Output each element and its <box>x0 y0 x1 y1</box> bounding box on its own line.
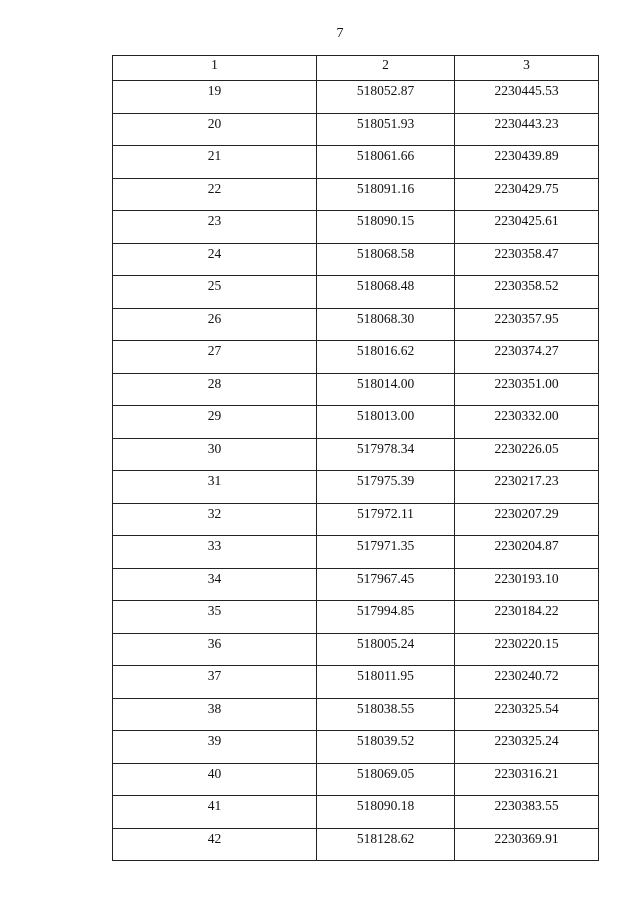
table-cell-col-1: 23 <box>113 211 317 244</box>
table-cell-col-3: 2230193.10 <box>455 568 599 601</box>
table-cell-col-3: 2230383.55 <box>455 796 599 829</box>
table-row <box>113 81 599 114</box>
table-cell-col-3: 2230425.61 <box>455 211 599 244</box>
table-cell-col-1: 32 <box>113 503 317 536</box>
table-cell-col-1: 41 <box>113 796 317 829</box>
table-cell-col-3: 2230316.21 <box>455 763 599 796</box>
table-row <box>113 633 599 666</box>
table-cell-col-1: 27 <box>113 341 317 374</box>
table-cell-col-1: 33 <box>113 536 317 569</box>
table-cell-col-1: 39 <box>113 731 317 764</box>
table-row <box>113 373 599 406</box>
table-row <box>113 503 599 536</box>
table-cell-col-2: 517975.39 <box>317 471 455 504</box>
table-cell-col-1: 20 <box>113 113 317 146</box>
table-cell-col-1: 31 <box>113 471 317 504</box>
table-cell-col-3: 2230217.23 <box>455 471 599 504</box>
table-cell-col-2: 518068.48 <box>317 276 455 309</box>
page-number: 7 <box>336 26 344 41</box>
table-cell-col-2: 518016.62 <box>317 341 455 374</box>
table-row <box>113 731 599 764</box>
table-cell-col-3: 2230207.29 <box>455 503 599 536</box>
table-cell-col-3: 2230184.22 <box>455 601 599 634</box>
table-row <box>113 341 599 374</box>
table-cell-col-2: 518068.58 <box>317 243 455 276</box>
table-cell-col-1: 26 <box>113 308 317 341</box>
table-cell-col-1: 35 <box>113 601 317 634</box>
table-cell-col-3: 2230240.72 <box>455 666 599 699</box>
table-cell-col-2: 517971.35 <box>317 536 455 569</box>
table-cell-col-2: 518068.30 <box>317 308 455 341</box>
table-cell-col-3: 2230226.05 <box>455 438 599 471</box>
table-cell-col-1: 34 <box>113 568 317 601</box>
table-cell-col-3: 2230429.75 <box>455 178 599 211</box>
table-row <box>113 796 599 829</box>
table-cell-col-3: 2230325.54 <box>455 698 599 731</box>
table-row <box>113 471 599 504</box>
table-cell-col-3: 2230204.87 <box>455 536 599 569</box>
table-cell-col-3: 2230369.91 <box>455 828 599 861</box>
table-cell-col-1: 37 <box>113 666 317 699</box>
table-cell-col-1: 40 <box>113 763 317 796</box>
table-row <box>113 406 599 439</box>
table-row <box>113 276 599 309</box>
table-cell-col-2: 518039.52 <box>317 731 455 764</box>
table-cell-col-3: 2230351.00 <box>455 373 599 406</box>
table-cell-col-1: 42 <box>113 828 317 861</box>
table-row <box>113 536 599 569</box>
table-header-row <box>113 56 599 81</box>
table-cell-col-3: 2230443.23 <box>455 113 599 146</box>
table-row <box>113 763 599 796</box>
table-row <box>113 178 599 211</box>
table-cell-col-2: 517994.85 <box>317 601 455 634</box>
table-cell-col-2: 518090.15 <box>317 211 455 244</box>
table-cell-col-3: 2230439.89 <box>455 146 599 179</box>
table-cell-col-3: 2230332.00 <box>455 406 599 439</box>
table-cell-col-1: 21 <box>113 146 317 179</box>
table-row <box>113 601 599 634</box>
table-row <box>113 211 599 244</box>
table-cell-col-1: 22 <box>113 178 317 211</box>
table-row <box>113 113 599 146</box>
table-cell-col-2: 518005.24 <box>317 633 455 666</box>
table-cell-col-2: 518051.93 <box>317 113 455 146</box>
table-cell-col-3: 2230220.15 <box>455 633 599 666</box>
table-cell-col-1: 30 <box>113 438 317 471</box>
table-cell-col-1: 38 <box>113 698 317 731</box>
table-cell-col-2: 518013.00 <box>317 406 455 439</box>
table-cell-col-1: 29 <box>113 406 317 439</box>
table-cell-col-2: 518128.62 <box>317 828 455 861</box>
table-cell-col-2: 518011.95 <box>317 666 455 699</box>
table-cell-col-2: 518014.00 <box>317 373 455 406</box>
table-cell-col-1: 25 <box>113 276 317 309</box>
table-cell-col-3: 2230374.27 <box>455 341 599 374</box>
table-cell-col-2: 518090.18 <box>317 796 455 829</box>
table-cell-col-2: 518091.16 <box>317 178 455 211</box>
table-cell-col-3: 2230357.95 <box>455 308 599 341</box>
coordinates-table <box>112 55 599 861</box>
table-row <box>113 308 599 341</box>
table-cell-col-1: 24 <box>113 243 317 276</box>
table-cell-col-1: 28 <box>113 373 317 406</box>
table-cell-col-2: 518052.87 <box>317 81 455 114</box>
table-cell-col-3: 2230325.24 <box>455 731 599 764</box>
table-cell-col-2: 518061.66 <box>317 146 455 179</box>
table-cell-col-2: 518038.55 <box>317 698 455 731</box>
column-header-1: 1 <box>113 56 317 81</box>
table-cell-col-1: 36 <box>113 633 317 666</box>
table-cell-col-3: 2230358.52 <box>455 276 599 309</box>
table-cell-col-2: 517967.45 <box>317 568 455 601</box>
table-row <box>113 666 599 699</box>
table-cell-col-1: 19 <box>113 81 317 114</box>
table-cell-col-2: 518069.05 <box>317 763 455 796</box>
table-cell-col-2: 517972.11 <box>317 503 455 536</box>
column-header-2: 2 <box>317 56 455 81</box>
table-row <box>113 828 599 861</box>
table-cell-col-2: 517978.34 <box>317 438 455 471</box>
table-cell-col-3: 2230445.53 <box>455 81 599 114</box>
table-row <box>113 243 599 276</box>
table-row <box>113 438 599 471</box>
table-body <box>113 81 599 861</box>
table-row <box>113 698 599 731</box>
table-row <box>113 568 599 601</box>
table-cell-col-3: 2230358.47 <box>455 243 599 276</box>
column-header-3: 3 <box>455 56 599 81</box>
table-row <box>113 146 599 179</box>
